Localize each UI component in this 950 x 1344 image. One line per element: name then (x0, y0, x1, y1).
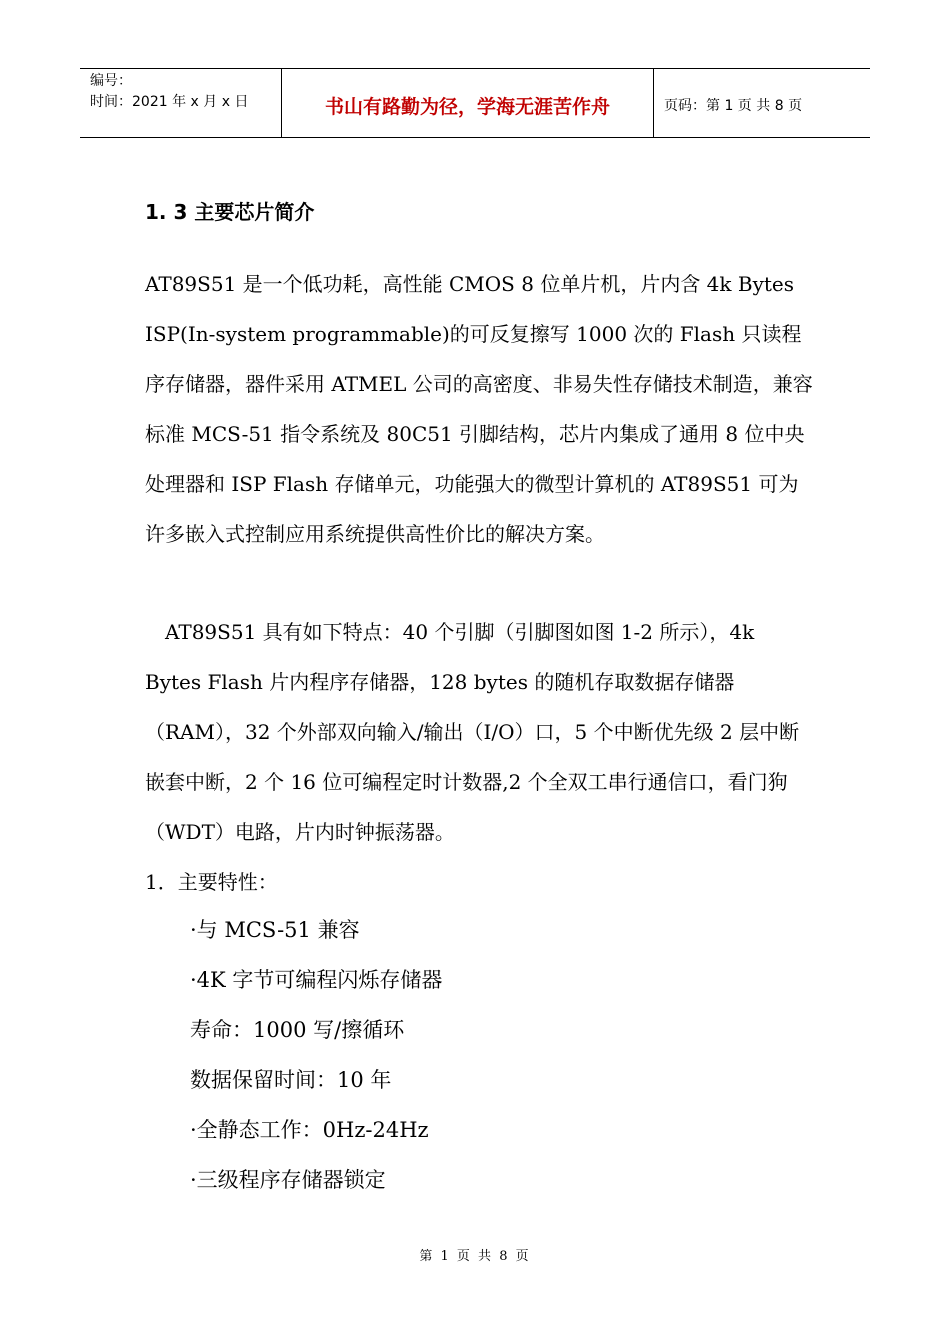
list-item: ·三级程序存储器锁定 (190, 1168, 386, 1192)
paragraph-features-summary: AT89S51 具有如下特点：40 个引脚（引脚图如图 1-2 所示），4k Bytes Flash 片内程序存储器，128 bytes 的随机存取数据存储器（RAM），32 个外部双向输入/输出（I/O）口，5 个中断优先级 2 层中断嵌套中断，2 个 16 位可编程定时计数器,2 个全双工串行通信口，看门狗（WDT）电路，片内时钟振荡器。 (145, 620, 800, 844)
list-item: 数据保留时间：10 年 (190, 1068, 392, 1092)
list-item: 寿命：1000 写/擦循环 (190, 1018, 405, 1042)
document-date-label: 时间：2021 年 x 月 x 日 (90, 94, 249, 110)
header-motto-cell (282, 69, 654, 137)
header-meta-cell (80, 69, 282, 137)
header-motto: 书山有路勤为径，学海无涯苦作舟 (324, 95, 610, 118)
paragraph-intro: AT89S51 是一个低功耗，高性能 CMOS 8 位单片机，片内含 4k Bytes ISP(In-system programmable)的可反复擦写 1000 次的 Flash 只读程序存储器，器件采用 ATMEL 公司的高密度、非易失性存储技术制造，兼容标准 MCS-51 指令系统及 80C51 引脚结构，芯片内集成了通用 8 位中央处理器和 ISP Flash 存储单元，功能强大的微型计算机的 AT89S51 可为许多嵌入式控制应用系统提供高性价比的解决方案。 (145, 272, 813, 546)
features-heading: 1．主要特性： (145, 870, 278, 894)
section-title: 1. 3 主要芯片简介 (145, 200, 315, 224)
header-page-cell (654, 69, 870, 137)
list-item: ·4K 字节可编程闪烁存储器 (190, 968, 443, 992)
list-item: ·全静态工作：0Hz-24Hz (190, 1118, 429, 1142)
header-page-number: 页码：第 1 页 共 8 页 (664, 98, 803, 114)
list-item: ·与 MCS-51 兼容 (190, 918, 360, 942)
page-footer: 第 1 页 共 8 页 (419, 1249, 531, 1264)
document-header (80, 68, 870, 138)
document-number-label: 编号： (90, 73, 132, 89)
features-list (190, 905, 442, 1205)
